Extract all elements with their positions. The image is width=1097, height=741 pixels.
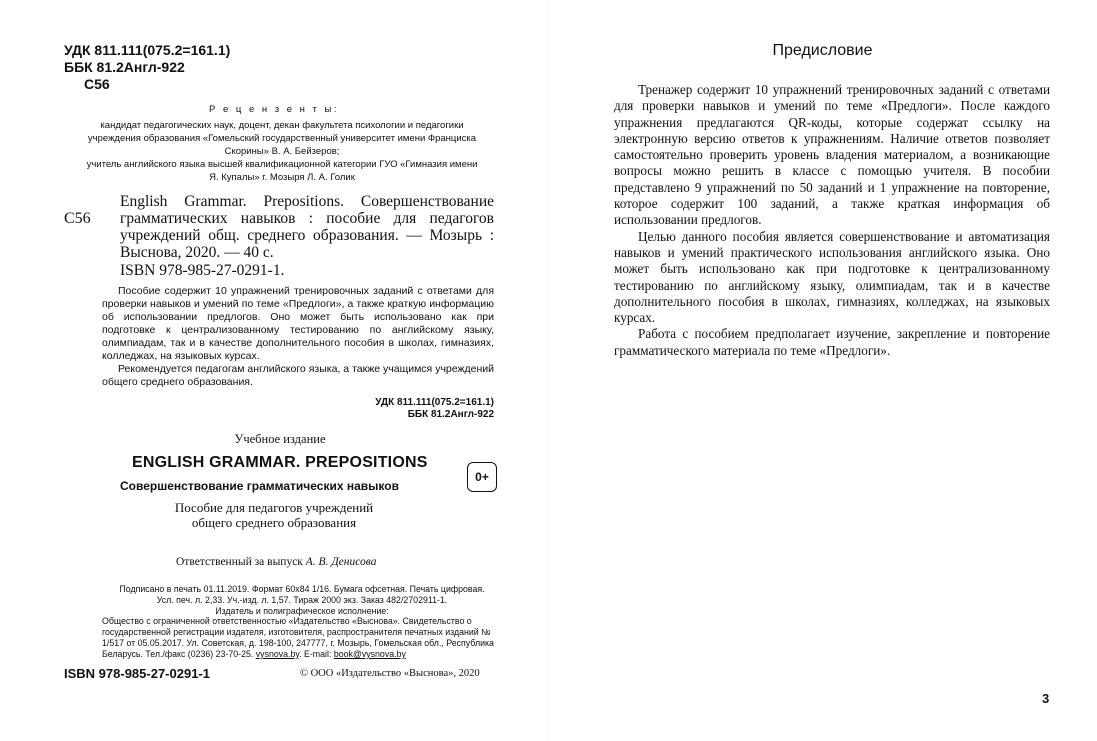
responsible-label: Ответственный за выпуск: [176, 556, 303, 568]
website-link[interactable]: vysnova.by: [255, 648, 300, 659]
book-title: ENGLISH GRAMMAR. PREPOSITIONS: [132, 454, 428, 471]
responsible-name: А. В. Денисова: [305, 556, 377, 568]
bbk-code: ББК 81.2Англ-922: [64, 59, 185, 75]
preface-body: [614, 82, 1050, 359]
imprint-line: Издатель и полиграфическое исполнение:: [215, 605, 389, 616]
bibliographic-entry: English Grammar. Prepositions. Совершенствование грамматических навыков : пособие для педагогов учреждений общ. среднего образования. — Мозырь : Выснова, 2020. — 40 с.: [120, 193, 494, 261]
reviewer-2: учитель английского языка высшей квалификационной категории ГУО «Гимназия имени Я. Купалы» г. Мозыря Л. А. Голик: [86, 159, 478, 183]
udk-code-small: УДК 811.111(075.2=161.1): [375, 397, 494, 408]
copyright: © ООО «Издательство «Выснова», 2020: [300, 668, 480, 679]
isbn-line: ISBN 978-985-27-0291-1.: [120, 262, 285, 279]
classification-block: [64, 42, 230, 93]
age-rating-badge: 0+: [467, 462, 497, 492]
imprint-publisher: [102, 616, 502, 659]
page-number: 3: [1042, 691, 1050, 706]
annotation-paragraph: Рекомендуется педагогам английского языка, а также учащимся учреждений общего среднего образования.: [102, 363, 494, 388]
purpose-line: общего среднего образования: [191, 515, 357, 530]
preface-paragraph: Целью данного пособия является совершенствование и автоматизация навыков и умений практического использования английского языка. Оно может быть использовано как при подготовке к централизованному тестированию по английскому языку, олимпиадам, так и в качестве дополнительного пособия в школах, гимназиях, колледжах, на языковых курсах.: [614, 228, 1050, 326]
imprint-line: Усл. печ. л. 2,33. Уч.-изд. л. 1,57. Тираж 2000 экз. Заказ 482/2702911-1.: [156, 594, 448, 605]
udk-code: УДК 811.111(075.2=161.1): [64, 42, 231, 58]
responsible-editor: [176, 556, 376, 568]
reviewer-1: кандидат педагогических наук, доцент, декан факультета психологии и педагогики учреждения образования «Гомельский государственный университет имени Франциска Скорины» В. А. Бейзеров;: [87, 120, 477, 157]
preface-paragraph: Работа с пособием предполагает изучение, закрепление и повторение грамматического материала по теме «Предлоги».: [614, 326, 1050, 358]
email-link[interactable]: book@vysnova.by: [333, 648, 406, 659]
edition-type: Учебное издание: [234, 432, 326, 446]
imprint: [102, 584, 502, 660]
book-purpose: [0, 500, 548, 530]
bbk-code-small: ББК 81.2Англ-922: [407, 409, 494, 420]
right-page: [548, 0, 1097, 741]
email-label: . E-mail:: [299, 648, 332, 659]
imprint-line: Подписано в печать 01.11.2019. Формат 60x84 1/16. Бумага офсетная. Печать цифровая.: [119, 584, 485, 594]
imprint-body: Общество с ограниченной ответственностью «Издательство «Выснова». Свидетельство о государственной регистрации издателя, изготовителя, распространителя печатных изданий № 1/517 от 05.05.2017. Ул. Советская, д. 198-100, 247777, г. Мозырь, Гомельская обл., Республика Беларусь. Тел./факс (0236) 23-70-25.: [102, 616, 494, 659]
annotation-paragraph: Пособие содержит 10 упражнений тренировочных заданий с ответами для проверки навыков и умений по теме «Предлоги», а также краткую информацию об использовании предлогов. Оно может быть использовано как при подготовке к централизованному тестированию по английскому языку, олимпиадам, так и в качестве дополнительного пособия в школах, гимназиях, колледжах, на языковых курсах.: [102, 285, 494, 362]
reviewers-heading: Р е ц е н з е н т ы:: [208, 104, 340, 115]
isbn-bottom: ISBN 978-985-27-0291-1: [64, 666, 210, 681]
cutter-mark: С56: [84, 76, 110, 92]
preface-title: Предисловие: [772, 42, 873, 59]
preface-paragraph: Тренажер содержит 10 упражнений тренировочных заданий с ответами для проверки навыков и умений по теме «Предлоги». После каждого упражнения предлагаются QR-коды, которые содержат ссылку на электронную версию ответов к упражнениям. Наличие ответов позволяет самостоятельно проверить уровень владения материалом, а возникающие вопросы можно решить в классе с помощью учителя. В пособии представлено 9 упражнений по 50 заданий и 1 упражнение на повторение, которое содержит 100 заданий, а также краткая информация об использовании предлогов.: [614, 82, 1050, 228]
left-page: [0, 0, 548, 741]
cutter-mark-side: С56: [64, 210, 91, 227]
classification-small: [375, 397, 494, 421]
purpose-line: Пособие для педагогов учреждений: [174, 500, 374, 515]
book-subtitle: Совершенствование грамматических навыков: [120, 479, 399, 493]
annotation: [102, 285, 494, 389]
